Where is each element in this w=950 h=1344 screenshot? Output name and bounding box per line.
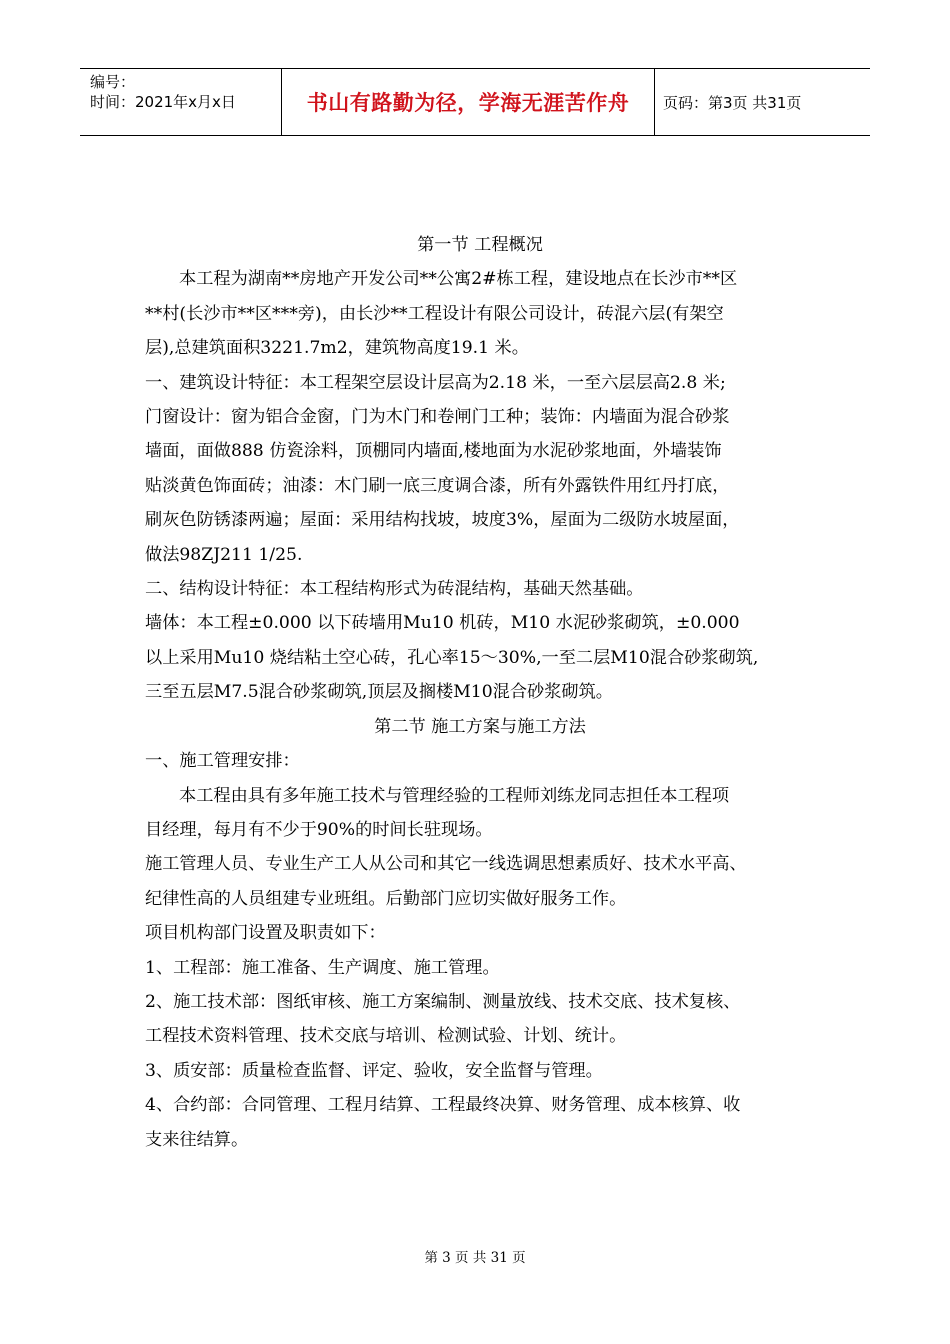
page-footer: 第 3 页 共 31 页 (424, 1250, 526, 1266)
body-line: 4、合约部：合同管理、工程月结算、工程最终决算、财务管理、成本核算、收 (145, 1095, 741, 1116)
header-meta-cell (80, 69, 282, 135)
date-label: 时间：2021年x月x日 (90, 93, 236, 111)
section-heading: 第一节 工程概况 (417, 235, 543, 255)
body-line: 墙面，面做888 仿瓷涂料，顶棚同内墙面,楼地面为水泥砂浆地面，外墙装饰 (145, 441, 722, 462)
body-line: 三至五层M7.5混合砂浆砌筑,顶层及搁楼M10混合砂浆砌筑。 (145, 682, 613, 703)
serial-number-label: 编号： (90, 73, 136, 91)
body-line: 门窗设计：窗为铝合金窗，门为木门和卷闸门工种；装饰：内墙面为混合砂浆 (145, 407, 730, 428)
body-line: 本工程由具有多年施工技术与管理经验的工程师刘练龙同志担任本工程项 (179, 785, 730, 806)
body-line: 以上采用Mu10 烧结粘土空心砖，孔心率15～30%,一至二层M10混合砂浆砌筑, (145, 647, 759, 668)
body-line: 支来往结算。 (145, 1129, 249, 1150)
body-line: 二、结构设计特征：本工程结构形式为砖混结构，基础天然基础。 (145, 579, 644, 600)
header-page-info: 页码：第3页 共31页 (663, 93, 802, 112)
section-heading: 第二节 施工方案与施工方法 (374, 716, 586, 737)
body-line: 目经理，每月有不少于90%的时间长驻现场。 (145, 819, 493, 840)
body-line: 3、质安部：质量检查监督、评定、验收，安全监督与管理。 (145, 1060, 603, 1081)
body-line: 一、施工管理安排： (145, 751, 300, 772)
body-line: 项目机构部门设置及职责如下： (145, 923, 386, 944)
document-body (145, 228, 815, 1157)
body-line: 刷灰色防锈漆两遍；屋面：采用结构找坡，坡度3%，屋面为二级防水坡屋面， (145, 510, 740, 531)
body-line: 2、施工技术部：图纸审核、施工方案编制、测量放线、技术交底、技术复核、 (145, 991, 741, 1012)
body-line: 层),总建筑面积3221.7m2，建筑物高度19.1 米。 (145, 338, 529, 359)
body-line: 墙体：本工程±0.000 以下砖墙用Mu10 机砖，M10 水泥砂浆砌筑，±0.000 (145, 613, 740, 634)
body-line: 一、建筑设计特征：本工程架空层设计层高为2.18 米，一至六层层高2.8 米; (145, 372, 726, 393)
page-header (80, 68, 870, 136)
body-line: **村(长沙市**区***旁)，由长沙**工程设计有限公司设计，砖混六层(有架空 (145, 303, 724, 324)
body-line: 工程技术资料管理、技术交底与培训、检测试验、计划、统计。 (145, 1026, 627, 1047)
body-line: 贴淡黄色饰面砖；油漆：木门刷一底三度调合漆，所有外露铁件用红丹打底， (145, 475, 730, 496)
body-line: 做法98ZJ211 1/25. (145, 544, 303, 565)
body-line: 本工程为湖南**房地产开发公司**公寓2#栋工程，建设地点在长沙市**区 (179, 269, 738, 290)
body-line: 纪律性高的人员组建专业班组。后勤部门应切实做好服务工作。 (145, 888, 627, 909)
body-line: 施工管理人员、专业生产工人从公司和其它一线选调思想素质好、技术水平高、 (145, 854, 747, 875)
body-line: 1、工程部：施工准备、生产调度、施工管理。 (145, 957, 500, 978)
header-motto: 书山有路勤为径，学海无涯苦作舟 (282, 69, 655, 135)
